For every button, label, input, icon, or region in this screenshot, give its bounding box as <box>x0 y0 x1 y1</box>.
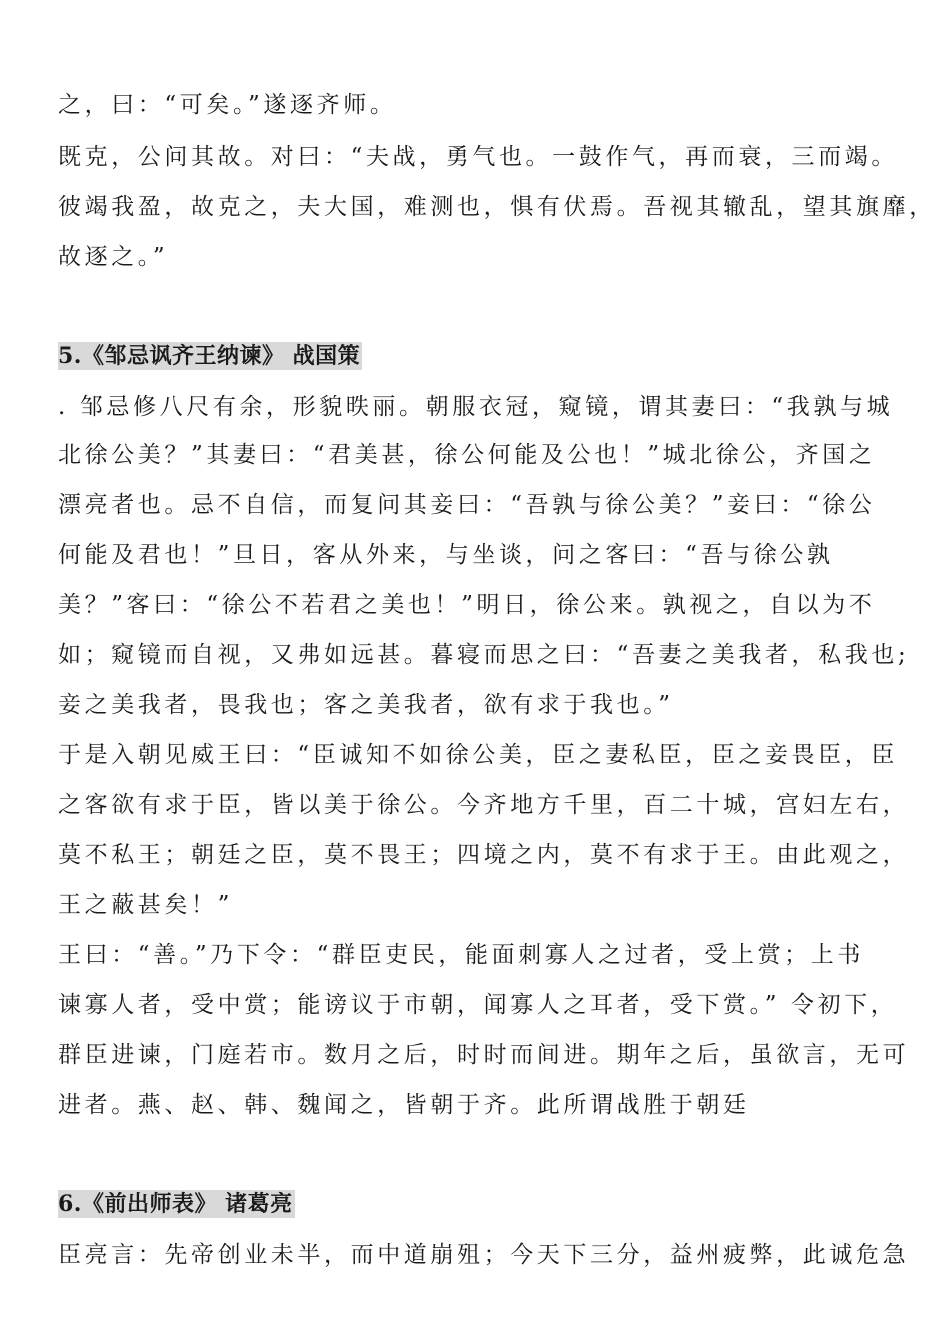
text-line: 彼竭我盈，故克之，夫大国，难测也，惧有伏焉。吾视其辙乱，望其旗靡， <box>58 194 936 220</box>
text-line: 故逐之。” <box>58 244 169 270</box>
section-heading: 6.《前出师表》 诸葛亮 <box>58 1191 293 1217</box>
text-line: 谏寡人者，受中赏；能谤议于市朝，闻寡人之耳者，受下赏。” 令初下， <box>58 992 898 1018</box>
text-line: 于是入朝见威王曰：“臣诚知不如徐公美，臣之妻私臣，臣之妾畏臣，臣 <box>58 742 898 768</box>
text-line: . 邹忌修八尺有余，形貌昳丽。朝服衣冠，窥镜，谓其妻曰：“我孰与城 <box>58 394 894 420</box>
text-line: 王之蔽甚矣！” <box>58 892 233 918</box>
text-line: 北徐公美？”其妻曰：“君美甚，徐公何能及公也！”城北徐公，齐国之 <box>58 442 876 468</box>
text-line: 美？”客曰：“徐公不若君之美也！”明日，徐公来。孰视之，自以为不 <box>58 592 876 618</box>
text-line: 何能及君也！”旦日，客从外来，与坐谈，问之客曰：“吾与徐公孰 <box>58 542 834 568</box>
text-line: 王曰：“善。”乃下令：“群臣吏民，能面刺寡人之过者，受上赏；上书 <box>58 942 864 968</box>
text-line: 群臣进谏，门庭若市。数月之后，时时而间进。期年之后，虽欲言，无可 <box>58 1042 910 1068</box>
text-line: 进者。燕、赵、韩、魏闻之，皆朝于齐。此所谓战胜于朝廷 <box>58 1092 750 1118</box>
text-line: 妾之美我者，畏我也；客之美我者，欲有求于我也。” <box>58 692 674 718</box>
text-line: 莫不私王；朝廷之臣，莫不畏王；四境之内，莫不有求于王。由此观之， <box>58 842 910 868</box>
text-line: 漂亮者也。忌不自信，而复问其妾曰：“吾孰与徐公美？”妾曰：“徐公 <box>58 492 876 518</box>
text-line: 之，曰：“可矣。”遂逐齐师。 <box>58 92 397 118</box>
text-line: 如；窥镜而自视，又弗如远甚。暮寝而思之曰：“吾妻之美我者，私我也; <box>58 642 910 668</box>
text-line: 臣亮言：先帝创业未半，而中道崩殂；今天下三分，益州疲弊，此诚危急 <box>58 1242 910 1268</box>
text-line: 之客欲有求于臣，皆以美于徐公。今齐地方千里，百二十城，宫妇左右， <box>58 792 910 818</box>
text-line: 既克，公问其故。对曰：“夫战，勇气也。一鼓作气，再而衰，三而竭。 <box>58 144 898 170</box>
section-heading: 5.《邹忌讽齐王纳谏》 战国策 <box>58 343 361 369</box>
